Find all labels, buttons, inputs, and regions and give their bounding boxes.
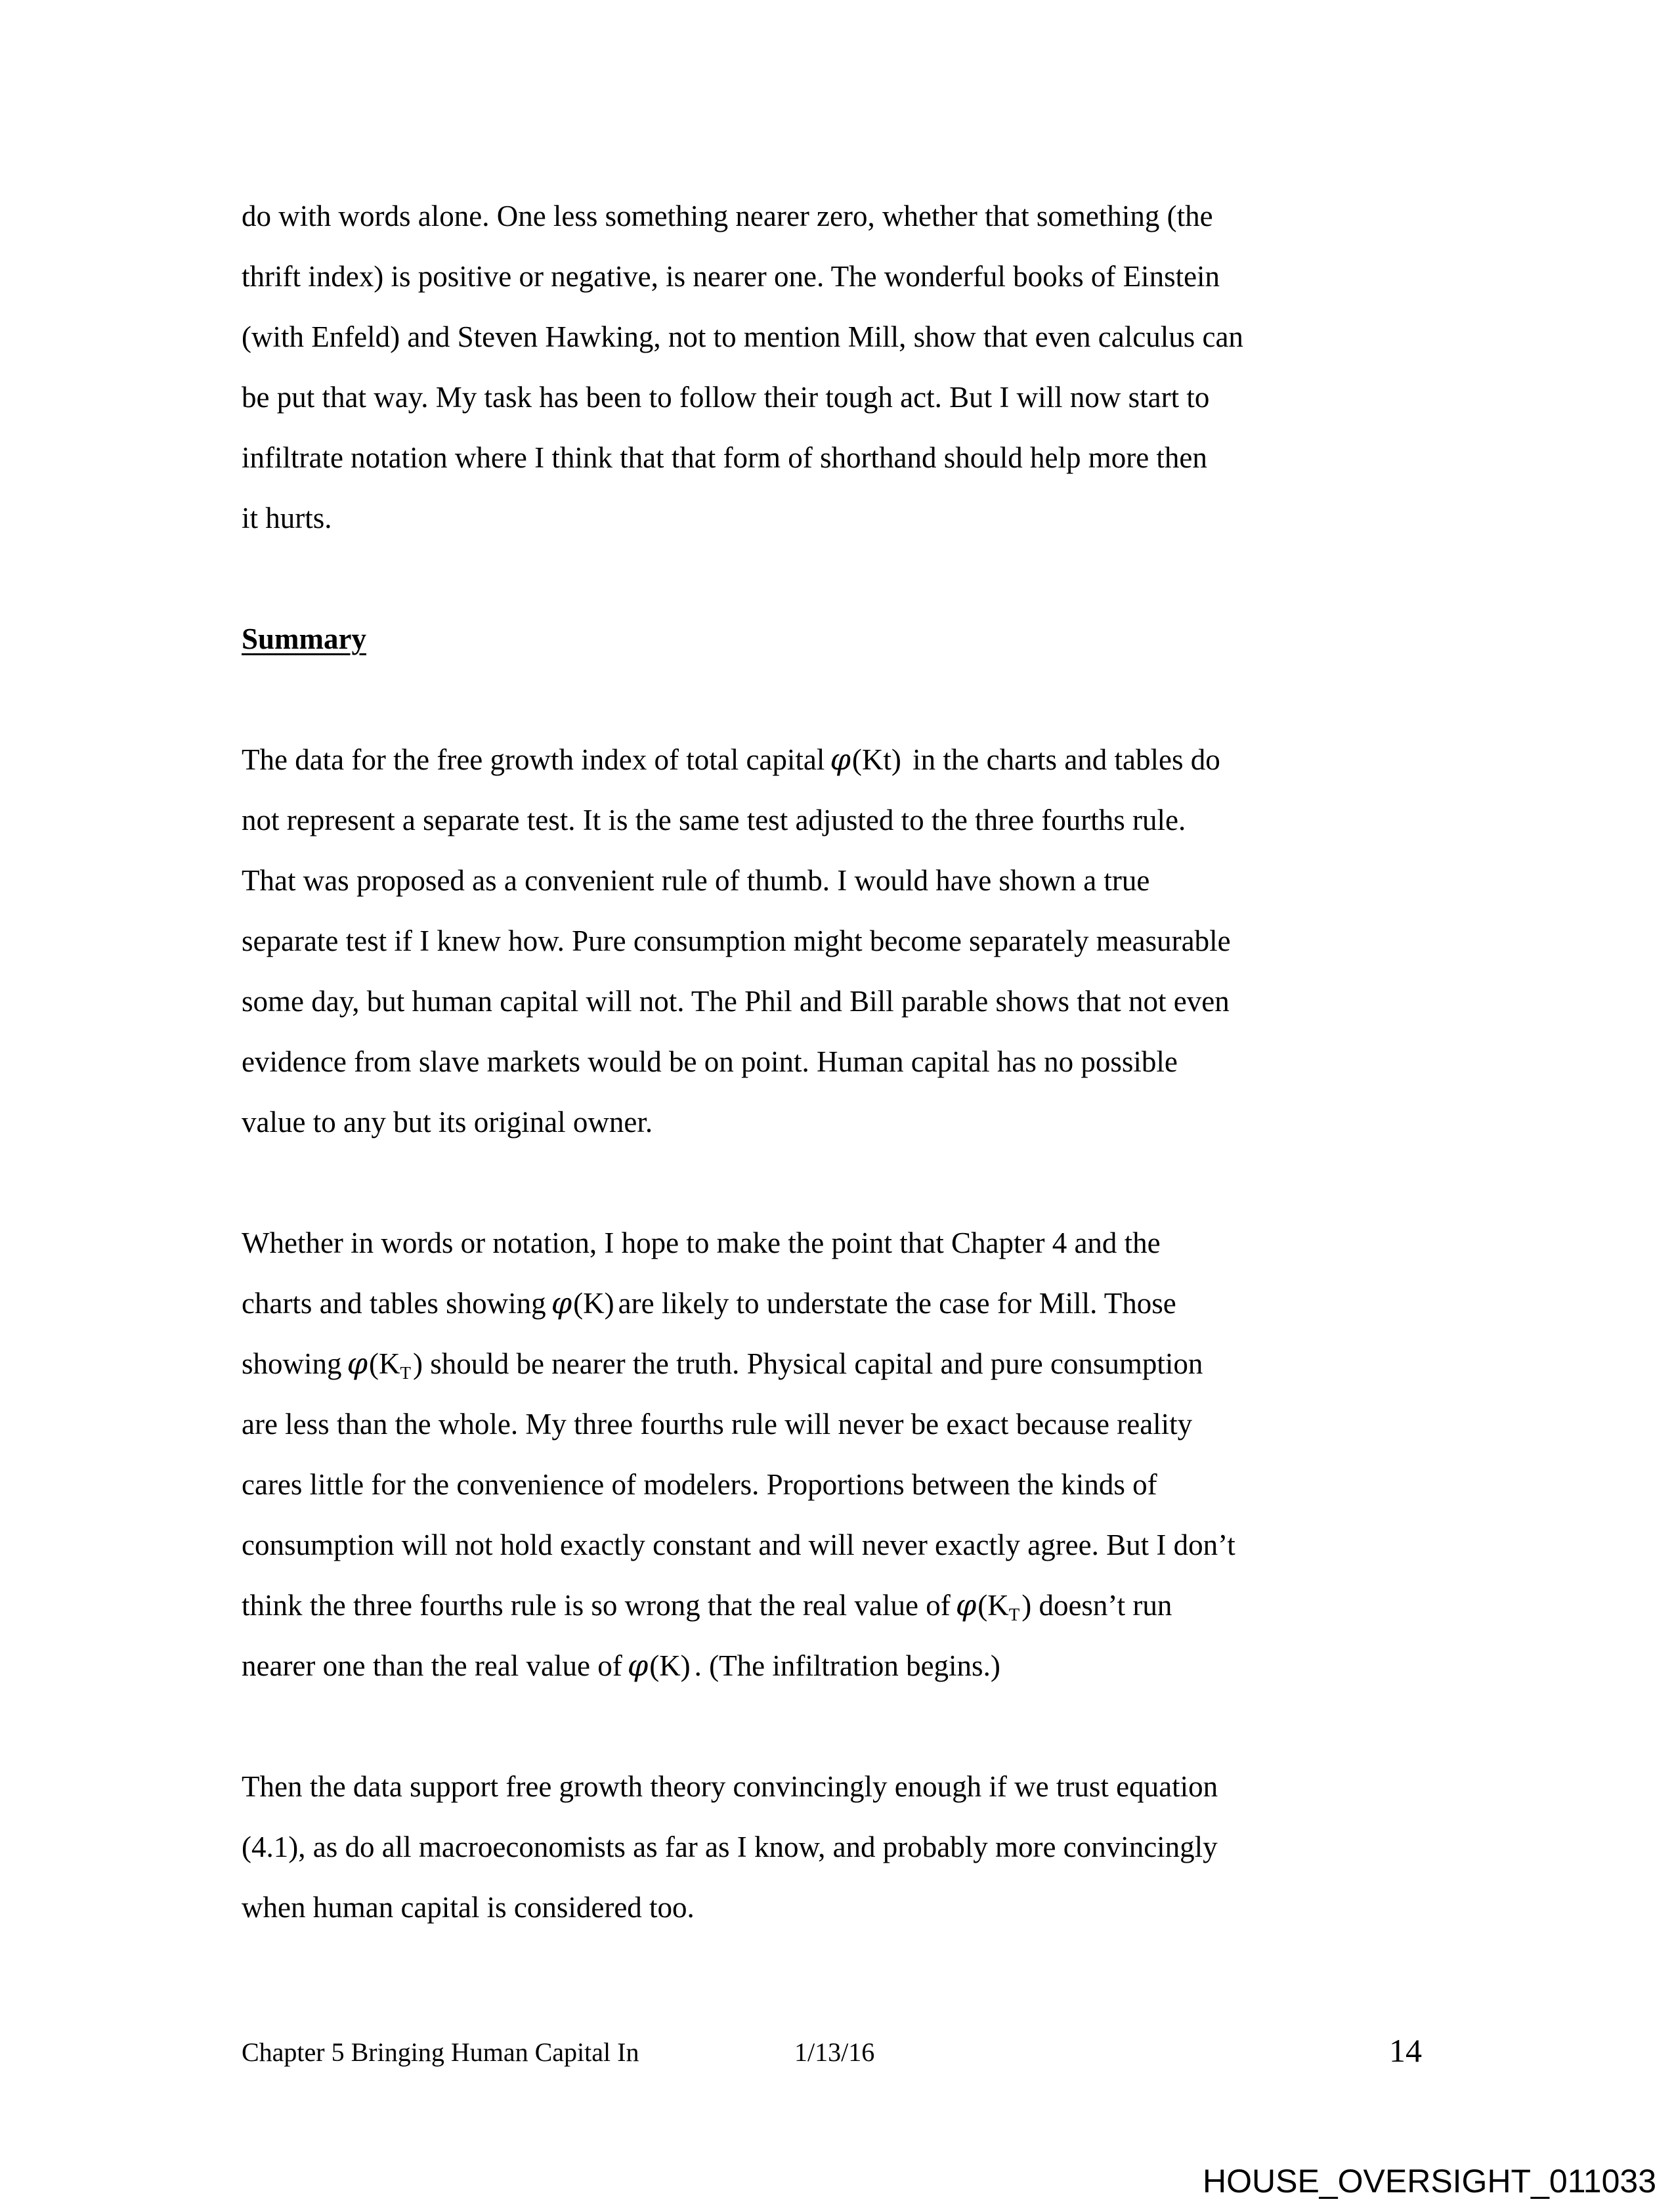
text-segment: evidence from slave markets would be on point. Human capital has no possible: [242, 1045, 1178, 1078]
text-segment: consumption will not hold exactly constant and will never exactly agree. But I don’t: [242, 1529, 1235, 1561]
text-line: [242, 1515, 1453, 1575]
text-line: [242, 1213, 1453, 1273]
text-line: [242, 790, 1453, 850]
text-segment: nearer one than the real value of: [242, 1649, 622, 1682]
paragraph: [242, 729, 1453, 1152]
text-segment: (with Enfeld) and Steven Hawking, not to mention Mill, show that even calculus can: [242, 320, 1243, 353]
text-segment: do with words alone. One less something nearer zero, whether that something (the: [242, 200, 1213, 232]
text-line: [242, 1394, 1453, 1454]
text-line: [242, 367, 1453, 427]
text-line: [242, 1454, 1453, 1515]
text-line: [242, 971, 1453, 1031]
text-segment: ) should be nearer the truth. Physical capital and pure consumption: [413, 1347, 1203, 1380]
text-segment: (K: [977, 1589, 1009, 1622]
subscript-text: T: [1008, 1605, 1020, 1625]
text-segment: (K: [369, 1347, 400, 1380]
footer-date: 1/13/16: [794, 2037, 875, 2067]
phi-symbol: φ: [551, 1286, 572, 1320]
phi-symbol: φ: [627, 1648, 649, 1683]
equation-text: (K): [649, 1649, 691, 1682]
text-line: [242, 488, 1453, 548]
document-body: [242, 186, 1453, 1998]
text-line: [242, 1636, 1453, 1696]
text-segment: ) doesn’t run: [1021, 1589, 1172, 1622]
text-segment: Then the data support free growth theory convincingly enough if we trust equation: [242, 1770, 1218, 1803]
footer-page-number: 14: [1389, 2032, 1422, 2069]
section-heading: [242, 609, 1453, 669]
text-line: [242, 307, 1453, 367]
bates-stamp: HOUSE_OVERSIGHT_011033: [1203, 2163, 1657, 2200]
text-line: [242, 729, 1453, 790]
text-line: [242, 609, 1453, 669]
text-segment: it hurts.: [242, 502, 332, 534]
text-segment: think the three fourths rule is so wrong that the real value of: [242, 1589, 951, 1622]
text-segment: value to any but its original owner.: [242, 1106, 653, 1139]
text-segment: The data for the free growth index of total capital: [242, 743, 825, 776]
text-segment: infiltrate notation where I think that that form of shorthand should help more then: [242, 441, 1207, 474]
text-line: [242, 1031, 1453, 1092]
footer-chapter-title: Chapter 5 Bringing Human Capital In: [242, 2037, 639, 2067]
phi-symbol: φ: [830, 742, 851, 777]
phi-symbol: φ: [347, 1346, 368, 1381]
text-segment: not represent a separate test. It is the same test adjusted to the three fourths rule.: [242, 804, 1186, 836]
text-segment: some day, but human capital will not. The Phil and Bill parable shows that not even: [242, 985, 1230, 1018]
text-segment: separate test if I knew how. Pure consumption might become separately measurable: [242, 924, 1231, 957]
text-line: [242, 427, 1453, 488]
paragraph: [242, 186, 1453, 548]
equation-text: (Kt): [851, 743, 901, 776]
text-line: [242, 1877, 1453, 1938]
subscript-text: T: [400, 1363, 412, 1383]
text-segment: are likely to understate the case for Mill. Those: [618, 1287, 1176, 1320]
text-line: [242, 186, 1453, 246]
text-segment: thrift index) is positive or negative, is nearer one. The wonderful books of Einstein: [242, 260, 1220, 293]
text-line: [242, 1756, 1453, 1817]
text-line: [242, 1817, 1453, 1877]
text-line: [242, 911, 1453, 971]
equation-text: (K): [573, 1287, 614, 1320]
text-segment: (4.1), as do all macroeconomists as far as I know, and probably more convincingly: [242, 1831, 1218, 1863]
text-segment: That was proposed as a convenient rule of thumb. I would have shown a true: [242, 864, 1150, 897]
text-line: [242, 1334, 1453, 1394]
text-line: [242, 1092, 1453, 1152]
text-segment: . (The infiltration begins.): [694, 1649, 1000, 1682]
text-segment: in the charts and tables do: [905, 743, 1220, 776]
text-segment: charts and tables showing: [242, 1287, 546, 1320]
paragraph: [242, 1213, 1453, 1696]
text-line: [242, 1273, 1453, 1334]
text-segment: be put that way. My task has been to follow their tough act. But I will now start to: [242, 381, 1210, 414]
paragraph: [242, 1756, 1453, 1938]
text-segment: when human capital is considered too.: [242, 1891, 695, 1924]
text-segment: showing: [242, 1347, 342, 1380]
text-line: [242, 246, 1453, 307]
text-segment: cares little for the convenience of modelers. Proportions between the kinds of: [242, 1468, 1157, 1501]
text-segment: are less than the whole. My three fourths rule will never be exact because reality: [242, 1408, 1193, 1441]
text-line: [242, 1575, 1453, 1636]
text-line: [242, 850, 1453, 911]
text-segment: Whether in words or notation, I hope to make the point that Chapter 4 and the: [242, 1226, 1161, 1259]
heading-text: Summary: [242, 622, 366, 655]
phi-symbol: φ: [955, 1588, 977, 1622]
